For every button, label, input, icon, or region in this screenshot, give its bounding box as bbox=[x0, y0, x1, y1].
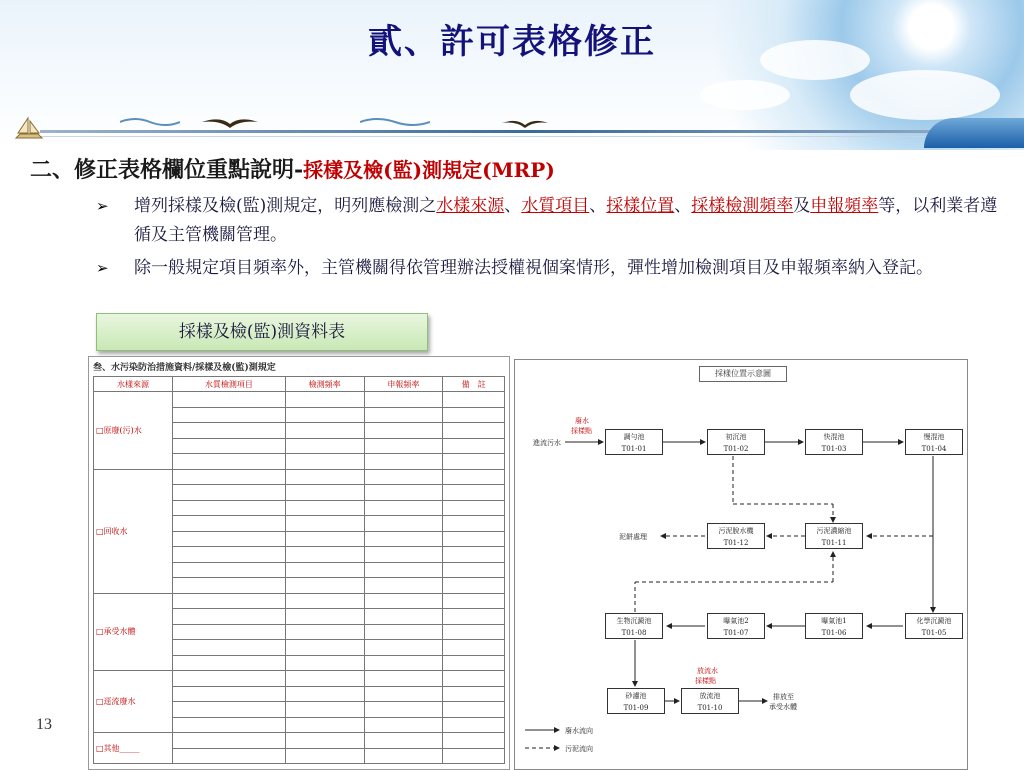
wave-decoration bbox=[360, 116, 430, 128]
wave-decoration bbox=[120, 116, 180, 128]
keyword-report-frequency: 申報頻率 bbox=[810, 196, 879, 216]
process-box: 砂濾池 T01-09 bbox=[607, 688, 665, 714]
process-box: 調勻池 T01-01 bbox=[605, 429, 663, 455]
sludge-cake-label: 泥餅處理 bbox=[619, 533, 647, 541]
form-title: 叁、水污染防治措施資料/採樣及檢(監)測規定 bbox=[93, 363, 276, 373]
category-cell: □回收水 bbox=[94, 469, 173, 593]
category-cell: □逕流廢水 bbox=[94, 671, 173, 733]
keyword-sampling-frequency: 採樣檢測頻率 bbox=[691, 196, 794, 216]
keyword-sampling-location: 採樣位置 bbox=[606, 196, 675, 216]
process-box: 曝氣池2 T01-07 bbox=[707, 613, 765, 639]
bird-icon bbox=[500, 116, 550, 136]
process-box: 污泥脫水機 T01-12 bbox=[707, 523, 765, 549]
diagram-title: 採樣位置示意圖 bbox=[699, 366, 787, 382]
section-heading bbox=[30, 153, 555, 184]
process-box: 生物沉澱池 T01-08 bbox=[605, 613, 663, 639]
process-box: 放流池 T01-10 bbox=[681, 688, 739, 714]
bullet-arrow-icon: ➢ bbox=[96, 197, 109, 215]
process-box: 化學沉澱池 T01-05 bbox=[905, 613, 963, 639]
column-header: 檢測頻率 bbox=[285, 377, 364, 392]
sampling-data-table-button[interactable]: 採樣及檢(監)測資料表 bbox=[96, 313, 428, 351]
column-header: 水樣來源 bbox=[94, 377, 173, 392]
keyword-water-source: 水樣來源 bbox=[436, 196, 505, 216]
form-grid bbox=[93, 376, 505, 764]
outfall-label: 排放至 bbox=[773, 693, 794, 701]
bullet-text: 除一般規定項目頻率外，主管機關得依管理辦法授權視個案情形，彈性增加檢測項目及申報頻率納入登記。 bbox=[134, 258, 933, 278]
process-box: 快混池 T01-03 bbox=[805, 429, 863, 455]
inflow-label: 進流污水 bbox=[533, 439, 561, 447]
ocean-wave-decoration bbox=[924, 118, 1024, 148]
category-cell: □承受水體 bbox=[94, 593, 173, 671]
discharge-sample-label: 採樣點 bbox=[695, 677, 716, 685]
column-header: 水質檢測項目 bbox=[173, 377, 286, 392]
category-cell: □原廢(污)水 bbox=[94, 392, 173, 470]
cloud-decoration bbox=[850, 70, 1000, 120]
column-header: 備 註 bbox=[443, 377, 505, 392]
column-header: 申報頻率 bbox=[364, 377, 443, 392]
bullet-text: 增列採樣及檢(監)測規定，明列應檢測之水樣來源、水質項目、採樣位置、採樣檢測頻率及申報頻率等，以利業者遵循及主管機關管理。 bbox=[134, 196, 998, 245]
section-heading-emphasis: 採樣及檢(監)測規定(MRP) bbox=[303, 158, 555, 182]
slide-number: 13 bbox=[36, 716, 52, 733]
cloud-decoration bbox=[700, 80, 790, 110]
section-heading-prefix: 二、修正表格欄位重點說明- bbox=[30, 157, 304, 183]
process-box: 污泥濃縮池 T01-11 bbox=[805, 523, 863, 549]
discharge-sample-label: 放流水 bbox=[697, 667, 718, 675]
bullet-item bbox=[96, 254, 1006, 314]
bird-icon bbox=[200, 114, 260, 136]
header-rule-thin bbox=[40, 136, 1024, 137]
raw-sample-label: 採樣點 bbox=[571, 427, 592, 435]
process-box: 曝氣池1 T01-06 bbox=[805, 613, 863, 639]
sampling-location-diagram bbox=[514, 359, 968, 770]
sailboat-icon bbox=[12, 116, 46, 140]
category-cell: □其他_____ bbox=[94, 733, 173, 764]
keyword-water-quality-items: 水質項目 bbox=[521, 196, 590, 216]
sampling-form-table bbox=[88, 356, 510, 770]
process-box: 慢混池 T01-04 bbox=[905, 429, 963, 455]
legend-water-flow: 廢水流向 bbox=[565, 727, 593, 735]
bullet-arrow-icon: ➢ bbox=[96, 259, 109, 277]
raw-sample-label: 廢水 bbox=[575, 417, 589, 425]
outfall-label: 承受水體 bbox=[769, 703, 797, 711]
process-box: 初沉池 T01-02 bbox=[707, 429, 765, 455]
bullet-item bbox=[96, 192, 1006, 252]
slide-title: 貳、許可表格修正 bbox=[368, 22, 656, 62]
legend-sludge-flow: 污泥流向 bbox=[565, 745, 593, 753]
